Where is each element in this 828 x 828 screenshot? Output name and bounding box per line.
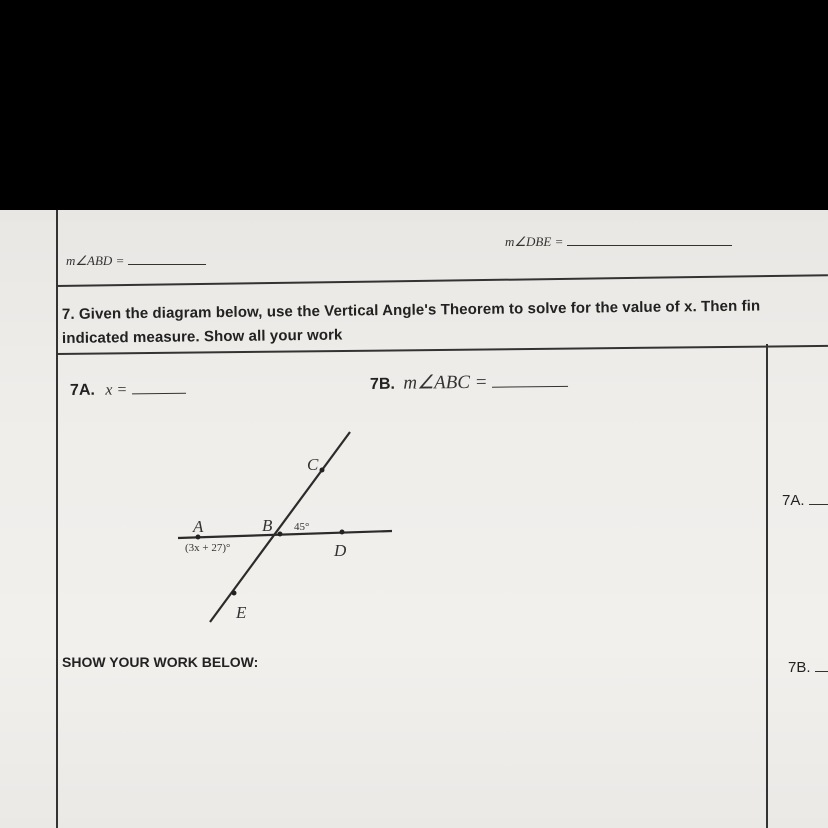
intersecting-lines-diagram	[170, 430, 410, 630]
angle-dbe-answer	[505, 231, 732, 250]
question-7-line-1: 7. Given the diagram below, use the Vertical Angle's Theorem to solve for the value of x. Then fin	[61, 297, 761, 323]
answer-7b-side	[788, 657, 828, 676]
angle-abd-blank	[128, 250, 206, 265]
angle-abd-label: m∠ABD =	[66, 253, 125, 268]
answer-7a-label: 7A.	[782, 492, 805, 509]
angle-dbe-label: m∠DBE =	[505, 234, 564, 249]
answer-7a-blank	[809, 490, 828, 505]
label-angle-45: 45°	[294, 521, 310, 533]
answer-column-border	[766, 344, 768, 828]
answer-7b-label: 7B.	[788, 659, 811, 676]
table-left-border	[56, 210, 58, 828]
section-divider-top	[56, 274, 828, 287]
label-point-a: A	[193, 517, 204, 536]
part-7a-tag: 7A.	[69, 381, 95, 399]
label-angle-expr: (3x + 27)°	[185, 542, 231, 554]
point-c-dot	[320, 468, 325, 473]
worksheet-page	[0, 210, 828, 828]
answer-7b-blank	[815, 657, 828, 672]
answer-7a-side	[782, 490, 828, 509]
label-point-b: B	[262, 516, 273, 535]
question-7-line-2: indicated measure. Show all your work	[61, 326, 343, 347]
part-7b-tag: 7B.	[369, 375, 396, 393]
show-work-label: SHOW YOUR WORK BELOW:	[62, 654, 259, 670]
point-b-dot	[278, 532, 283, 537]
part-7b-expr: m∠ABC =	[403, 371, 488, 394]
part-7b-blank	[492, 372, 568, 388]
point-d-dot	[340, 530, 345, 535]
angle-abd-answer	[66, 250, 206, 269]
line-ad	[178, 531, 392, 538]
label-point-d: D	[334, 541, 347, 560]
part-7b	[370, 370, 568, 395]
label-point-c: C	[307, 455, 319, 474]
angle-dbe-blank	[567, 231, 732, 246]
point-e-dot	[232, 591, 237, 596]
line-ce	[210, 432, 350, 622]
part-7a-expr: x =	[105, 381, 128, 399]
label-point-e: E	[236, 603, 247, 622]
part-7a	[70, 379, 186, 400]
section-divider-question	[56, 345, 828, 355]
part-7a-blank	[132, 379, 186, 395]
